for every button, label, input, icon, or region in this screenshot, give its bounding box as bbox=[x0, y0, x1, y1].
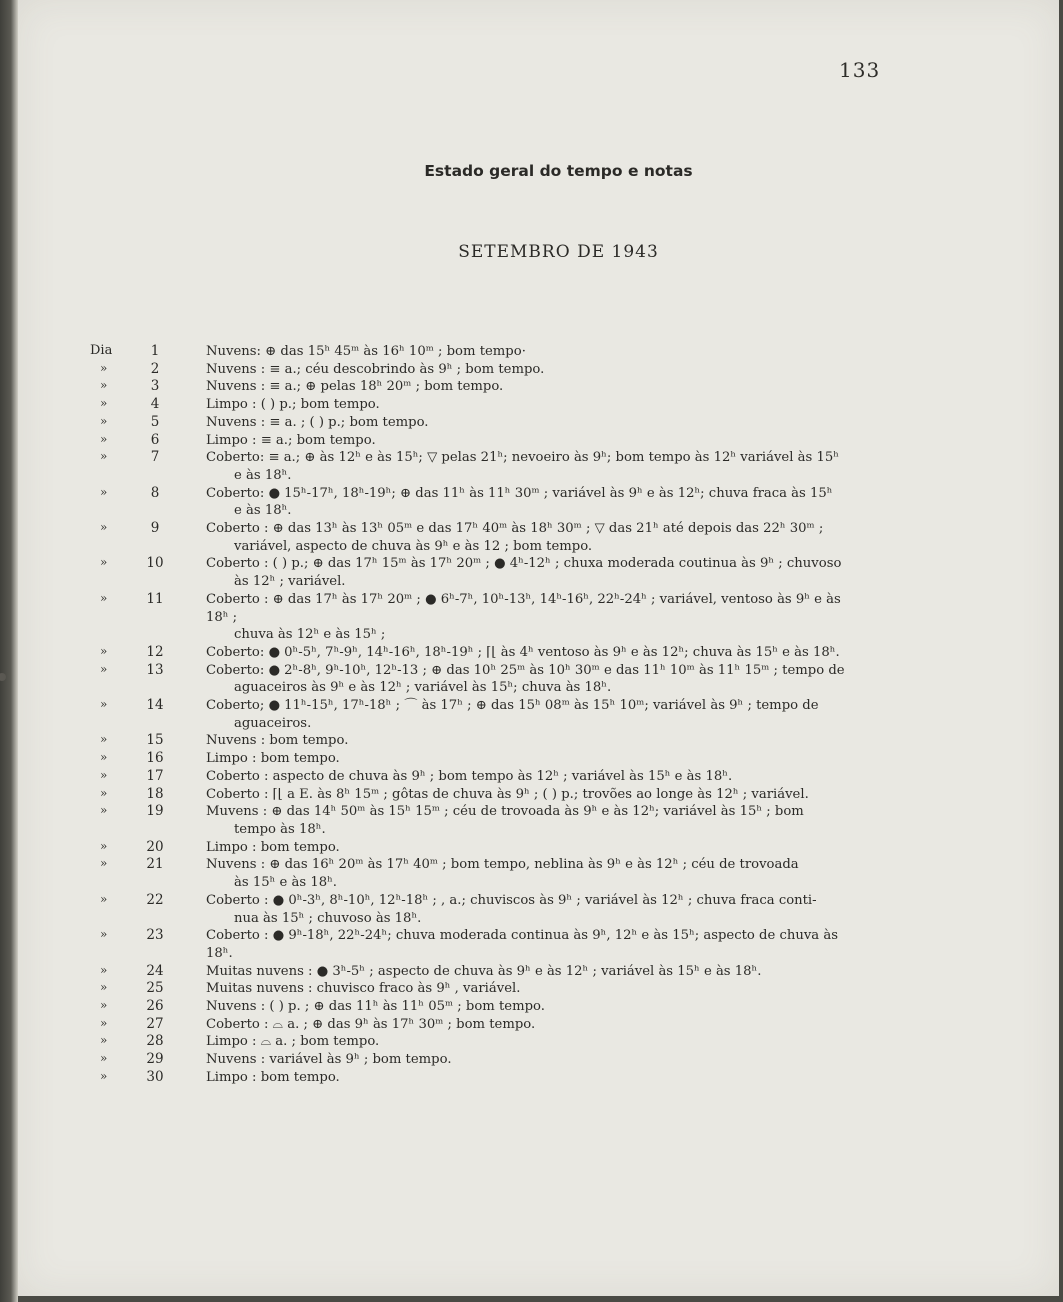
day-entry bbox=[18, 1016, 1059, 1034]
ditto-mark: » bbox=[100, 732, 108, 747]
day-number: 16 bbox=[146, 750, 164, 767]
day-entry bbox=[18, 485, 1059, 520]
day-entry bbox=[18, 662, 1059, 697]
day-note-text: Coberto: ● 0ʰ-5ʰ, 7ʰ-9ʰ, 14ʰ-16ʰ, 18ʰ-19ʰ ; ⌈⌊ às 4ʰ ventoso às 9ʰ e às 12ʰ; chuva às 15ʰ e às 18ʰ. bbox=[206, 644, 840, 660]
ditto-mark: » bbox=[100, 1015, 108, 1030]
day-note-continuation: e às 18ʰ. bbox=[234, 503, 292, 519]
day-note-text: Limpo : ( ) p.; bom tempo. bbox=[206, 397, 380, 413]
day-entry bbox=[18, 378, 1059, 396]
day-number: 5 bbox=[150, 413, 160, 430]
day-note-text: Coberto: ● 15ʰ-17ʰ, 18ʰ-19ʰ; ⊕ das 11ʰ às 11ʰ 30ᵐ ; variável às 9ʰ e às 12ʰ; chuva fraca às 15ʰ bbox=[206, 485, 833, 501]
day-note-text: Coberto : ⌈⌊ a E. às 8ʰ 15ᵐ ; gôtas de chuva às 9ʰ ; ( ) p.; trovões ao longe às 12ʰ ; variável. bbox=[206, 786, 809, 802]
day-entry bbox=[18, 786, 1059, 804]
day-note-text: Nuvens: ⊕ das 15ʰ 45ᵐ às 16ʰ 10ᵐ ; bom tempo· bbox=[206, 344, 526, 359]
ditto-mark: » bbox=[100, 449, 108, 464]
day-entry bbox=[18, 449, 1059, 484]
day-number: 27 bbox=[146, 1015, 164, 1032]
day-number: 13 bbox=[146, 661, 164, 678]
day-note-text: Limpo : ⌓ a. ; bom tempo. bbox=[206, 1034, 380, 1050]
day-note-continuation: aguaceiros às 9ʰ e às 12ʰ ; variável às 15ʰ; chuva às 18ʰ. bbox=[234, 680, 612, 696]
day-entry bbox=[18, 768, 1059, 786]
day-number: 12 bbox=[146, 643, 164, 660]
day-note bbox=[206, 892, 866, 927]
day-note-text: Coberto : aspecto de chuva às 9ʰ ; bom tempo às 12ʰ ; variável às 15ʰ e às 18ʰ. bbox=[206, 768, 733, 784]
ditto-mark: » bbox=[100, 431, 108, 446]
day-number: 15 bbox=[146, 732, 164, 749]
page-number: 133 bbox=[839, 58, 881, 82]
day-number: 14 bbox=[146, 697, 164, 714]
day-note-text: Coberto : ( ) p.; ⊕ das 17ʰ 15ᵐ às 17ʰ 20ᵐ ; ● 4ʰ-12ʰ ; chuxa moderada coutinua às 9ʰ ; chuvoso bbox=[206, 556, 842, 572]
day-note-text: Coberto : ● 9ʰ-18ʰ, 22ʰ-24ʰ; chuva moderada continua às 9ʰ, 12ʰ e às 15ʰ; aspecto de chuva às 18ʰ. bbox=[206, 928, 838, 961]
ditto-mark: » bbox=[100, 520, 108, 535]
day-note bbox=[206, 750, 866, 768]
ditto-mark: » bbox=[100, 378, 108, 393]
day-entry bbox=[18, 591, 1059, 644]
day-number: 30 bbox=[146, 1068, 164, 1085]
ditto-mark: » bbox=[100, 838, 108, 853]
day-note bbox=[206, 591, 866, 644]
day-note bbox=[206, 662, 866, 697]
ditto-mark: » bbox=[100, 590, 108, 605]
day-note-text: Muitas nuvens : chuvisco fraco às 9ʰ , variável. bbox=[206, 981, 521, 997]
ditto-mark: » bbox=[100, 1068, 108, 1083]
ditto-mark: » bbox=[100, 661, 108, 676]
day-entry bbox=[18, 1069, 1059, 1087]
day-note-text: Coberto: ● 2ʰ-8ʰ, 9ʰ-10ʰ, 12ʰ-13 ; ⊕ das 10ʰ 25ᵐ às 10ʰ 30ᵐ e das 11ʰ 10ᵐ às 11ʰ 15ᵐ ; tempo de bbox=[206, 662, 845, 678]
day-note bbox=[206, 485, 866, 520]
day-number: 17 bbox=[146, 767, 164, 784]
day-note-text: Nuvens : ≡ a.; ⊕ pelas 18ʰ 20ᵐ ; bom tempo. bbox=[206, 379, 504, 395]
ditto-mark: » bbox=[100, 998, 108, 1013]
day-note bbox=[206, 555, 866, 590]
book-spine bbox=[0, 0, 18, 1302]
day-number: 11 bbox=[146, 590, 164, 607]
day-entry bbox=[18, 892, 1059, 927]
day-note-continuation: tempo às 18ʰ. bbox=[234, 821, 326, 837]
day-note bbox=[206, 644, 866, 662]
day-note-text: Coberto : ⊕ das 17ʰ às 17ʰ 20ᵐ ; ● 6ʰ-7ʰ, 10ʰ-13ʰ, 14ʰ-16ʰ, 22ʰ-24ʰ ; variável, ventoso às 9ʰ e às 18ʰ ; bbox=[206, 591, 841, 625]
ditto-mark: » bbox=[100, 555, 108, 570]
document-page bbox=[18, 0, 1059, 1296]
day-note-text: Coberto : ⊕ das 13ʰ às 13ʰ 05ᵐ e das 17ʰ 40ᵐ às 18ʰ 30ᵐ ; ▽ das 21ʰ até depois das 22ʰ 30ᵐ ; bbox=[206, 521, 824, 537]
ditto-mark: » bbox=[100, 927, 108, 942]
day-note-continuation: aguaceiros. bbox=[234, 715, 312, 731]
day-note-text: Limpo : bom tempo. bbox=[206, 839, 340, 855]
day-note-text: Nuvens : ≡ a.; céu descobrindo às 9ʰ ; bom tempo. bbox=[206, 361, 545, 377]
day-entry bbox=[18, 803, 1059, 838]
day-entry bbox=[18, 1051, 1059, 1069]
day-entry bbox=[18, 856, 1059, 891]
day-entry bbox=[18, 343, 1059, 361]
ditto-mark: » bbox=[100, 360, 108, 375]
ditto-mark: » bbox=[100, 484, 108, 499]
day-entry bbox=[18, 963, 1059, 981]
day-number: 18 bbox=[146, 785, 164, 802]
day-number: 10 bbox=[146, 555, 164, 572]
ditto-mark: » bbox=[100, 413, 108, 428]
day-entry bbox=[18, 520, 1059, 555]
day-note bbox=[206, 927, 866, 962]
ditto-mark: » bbox=[100, 962, 108, 977]
ditto-mark: » bbox=[100, 856, 108, 871]
day-number: 26 bbox=[146, 998, 164, 1015]
ditto-mark: » bbox=[100, 396, 108, 411]
day-number: 22 bbox=[146, 891, 164, 908]
day-entry bbox=[18, 980, 1059, 998]
day-note bbox=[206, 998, 866, 1016]
ditto-mark: » bbox=[100, 980, 108, 995]
day-note-continuation: e às 18ʰ. bbox=[234, 467, 292, 483]
day-note-text: Coberto; ● 11ʰ-15ʰ, 17ʰ-18ʰ ; ⌒ às 17ʰ ; ⊕ das 15ʰ 08ᵐ às 15ʰ 10ᵐ; variável às 9ʰ ; tempo de bbox=[206, 698, 819, 714]
day-note-text: Nuvens : variável às 9ʰ ; bom tempo. bbox=[206, 1052, 452, 1068]
day-note bbox=[206, 803, 866, 838]
ditto-mark: » bbox=[100, 643, 108, 658]
day-entry bbox=[18, 839, 1059, 857]
day-number: 3 bbox=[150, 378, 160, 395]
ditto-mark: » bbox=[100, 785, 108, 800]
day-entry bbox=[18, 998, 1059, 1016]
day-note-text: Muvens : ⊕ das 14ʰ 50ᵐ às 15ʰ 15ᵐ ; céu de trovoada às 9ʰ e às 12ʰ; variável às 15ʰ ; bom bbox=[206, 804, 804, 820]
day-note-text: Limpo : bom tempo. bbox=[206, 1069, 340, 1085]
day-number: 1 bbox=[150, 343, 160, 359]
day-note-text: Nuvens : bom tempo. bbox=[206, 733, 349, 749]
day-note bbox=[206, 963, 866, 981]
ditto-mark: » bbox=[100, 750, 108, 765]
day-note bbox=[206, 1016, 866, 1034]
day-note-continuation: variável, aspecto de chuva às 9ʰ e às 12 ; bom tempo. bbox=[234, 538, 593, 554]
day-note-continuation: às 15ʰ e às 18ʰ. bbox=[234, 875, 337, 891]
month-title: SETEMBRO DE 1943 bbox=[458, 242, 659, 262]
day-note-text: Coberto : ⌓ a. ; ⊕ das 9ʰ às 17ʰ 30ᵐ ; bom tempo. bbox=[206, 1016, 536, 1032]
day-entry bbox=[18, 396, 1059, 414]
day-entry bbox=[18, 432, 1059, 450]
day-label: Dia bbox=[90, 343, 113, 358]
day-number: 29 bbox=[146, 1051, 164, 1068]
day-number: 6 bbox=[150, 431, 160, 448]
day-note bbox=[206, 378, 866, 396]
day-note-text: Nuvens : ⊕ das 16ʰ 20ᵐ às 17ʰ 40ᵐ ; bom tempo, neblina às 9ʰ e às 12ʰ ; céu de trovoada bbox=[206, 857, 799, 873]
day-note bbox=[206, 839, 866, 857]
ditto-mark: » bbox=[100, 767, 108, 782]
day-entry bbox=[18, 555, 1059, 590]
day-note bbox=[206, 697, 866, 732]
day-note-text: Nuvens : ≡ a. ; ( ) p.; bom tempo. bbox=[206, 414, 429, 430]
day-note bbox=[206, 396, 866, 414]
ditto-mark: » bbox=[100, 803, 108, 818]
day-note bbox=[206, 361, 866, 379]
day-note bbox=[206, 449, 866, 484]
day-note bbox=[206, 1051, 866, 1069]
ditto-mark: » bbox=[100, 891, 108, 906]
day-note bbox=[206, 414, 866, 432]
day-note-text: Limpo : bom tempo. bbox=[206, 751, 340, 767]
day-number: 2 bbox=[150, 360, 160, 377]
day-entry bbox=[18, 927, 1059, 962]
day-note-text: Coberto: ≡ a.; ⊕ às 12ʰ e às 15ʰ; ▽ pelas 21ʰ; nevoeiro às 9ʰ; bom tempo às 12ʰ variável às 15ʰ bbox=[206, 450, 839, 466]
day-number: 25 bbox=[146, 980, 164, 997]
day-note bbox=[206, 980, 866, 998]
daily-notes-list bbox=[18, 343, 1059, 1087]
ditto-mark: » bbox=[100, 1051, 108, 1066]
day-entry bbox=[18, 361, 1059, 379]
ditto-mark: » bbox=[100, 1033, 108, 1048]
day-number: 9 bbox=[150, 520, 160, 537]
day-note-text: Limpo : ≡ a.; bom tempo. bbox=[206, 432, 376, 448]
day-entry bbox=[18, 644, 1059, 662]
day-number: 24 bbox=[146, 962, 164, 979]
day-note-text: Muitas nuvens : ● 3ʰ-5ʰ ; aspecto de chuva às 9ʰ e às 12ʰ ; variável às 15ʰ e às 18ʰ. bbox=[206, 963, 762, 979]
day-entry bbox=[18, 732, 1059, 750]
day-note-text: Nuvens : ( ) p. ; ⊕ das 11ʰ às 11ʰ 05ᵐ ; bom tempo. bbox=[206, 999, 545, 1015]
day-entry bbox=[18, 697, 1059, 732]
section-title: Estado geral do tempo e notas bbox=[424, 162, 693, 180]
day-note bbox=[206, 343, 866, 361]
day-number: 28 bbox=[146, 1033, 164, 1050]
ditto-mark: » bbox=[100, 697, 108, 712]
day-number: 21 bbox=[146, 856, 164, 873]
day-number: 20 bbox=[146, 838, 164, 855]
day-number: 7 bbox=[150, 449, 160, 466]
day-note bbox=[206, 1069, 866, 1087]
day-note-text: Coberto : ● 0ʰ-3ʰ, 8ʰ-10ʰ, 12ʰ-18ʰ ; , a.; chuviscos às 9ʰ ; variável às 12ʰ ; chuva fraca conti- bbox=[206, 892, 817, 908]
day-note bbox=[206, 856, 866, 891]
day-number: 4 bbox=[150, 396, 160, 413]
day-note-continuation: nua às 15ʰ ; chuvoso às 18ʰ. bbox=[234, 910, 422, 926]
day-note-continuation: chuva às 12ʰ e às 15ʰ ; bbox=[234, 627, 386, 643]
day-number: 23 bbox=[146, 927, 164, 944]
day-note bbox=[206, 1033, 866, 1051]
day-note-continuation: às 12ʰ ; variável. bbox=[234, 574, 346, 590]
day-note bbox=[206, 732, 866, 750]
day-entry bbox=[18, 414, 1059, 432]
day-note bbox=[206, 768, 866, 786]
day-entry bbox=[18, 750, 1059, 768]
day-number: 8 bbox=[150, 484, 160, 501]
day-note bbox=[206, 520, 866, 555]
day-number: 19 bbox=[146, 803, 164, 820]
day-note bbox=[206, 432, 866, 450]
day-entry bbox=[18, 1033, 1059, 1051]
day-note bbox=[206, 786, 866, 804]
